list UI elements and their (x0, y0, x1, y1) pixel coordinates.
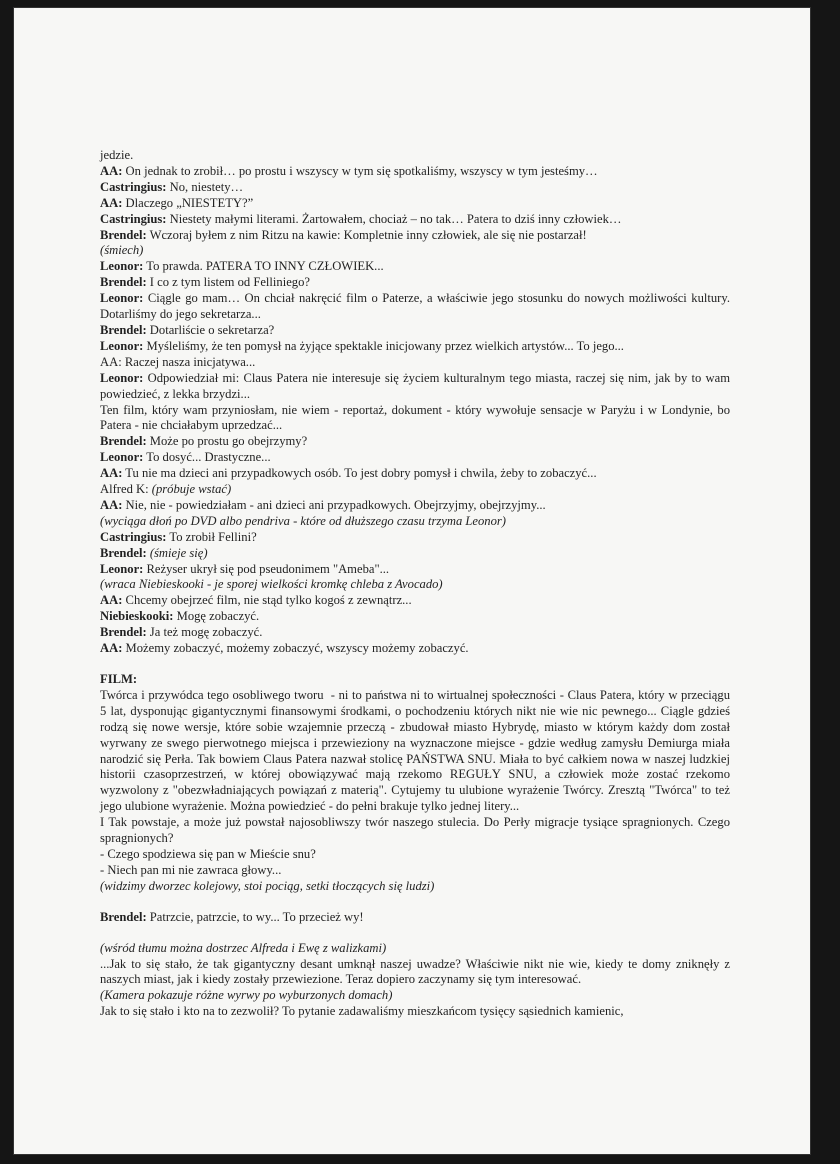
stage-direction (100, 941, 730, 957)
dialogue-line (100, 148, 730, 164)
section-heading (100, 672, 730, 688)
dialogue-line (100, 641, 730, 657)
line-text: Chcemy obejrzeć film, nie stąd tylko kogoś z zewnątrz... (122, 593, 412, 608)
line-text: Niestety małymi literami. Żartowałem, chociaż – no tak… Patera to dziś inny człowiek… (166, 211, 622, 226)
line-text: Twórca i przywódca tego osobliwego tworu - ni to państwa ni to wirtualnej społeczności - Claus Patera, który w przeciągu 5 lat, dysponując gigantycznymi finansowymi środkami, o pochodzeniu których nikt nie wie nic pewnego... Ciągle gdzieś rodzą się nowe wersje, które sobie wzajemnie przeczą - zbudował miasto Hybrydę, miasto w którym każdy dom został wyrwany ze swego pierwotnego miejsca i przewieziony na wyznaczone miejsce - gdzie według zamysłu Demiurga miała narodzić się Perła. Tak bowiem Claus Patera nazwał stolicę PAŃSTWA SNU. Miała to być całkiem nowa w naszej ludzkiej historii czasoprzestrzeń, w której obowiązywać mają rzekomo REGUŁY SNU, a człowiek może zostać rzekomo wyzwolony z "obezwładniających powiązań z materią". Cytujemy tu ulubione wyrażenie Twórcy. Zresztą "Twórca" to też jego ulubione wyrażenie. Można powiedzieć - do pełni brakuje tylko jednej litery... (100, 687, 734, 814)
stage-direction (100, 514, 730, 530)
stage-direction-text: (Kamera pokazuje różne wyrwy po wyburzonych domach) (100, 988, 393, 1003)
speaker-name: Brendel: (100, 322, 147, 337)
page-text (100, 148, 734, 1020)
dialogue-line (100, 180, 730, 196)
dialogue-line (100, 434, 730, 450)
line-text: Dotarliście o sekretarza? (146, 322, 275, 337)
stage-direction-text: (widzimy dworzec kolejowy, stoi pociąg, setki tłoczących się ludzi) (100, 878, 435, 893)
stage-direction-text: (wśród tłumu można dostrzec Alfreda i Ewę z walizkami) (100, 940, 387, 955)
dialogue-line (100, 482, 730, 498)
dialogue-line (100, 847, 730, 863)
speaker-name: Leonor: (100, 259, 144, 274)
dialogue-line (100, 956, 734, 989)
line-text: - Czego spodziewa się pan w Mieście snu? (100, 846, 316, 861)
speaker-name: Leonor: (100, 561, 144, 576)
dialogue-line (100, 291, 734, 323)
line-text: To zrobił Fellini? (166, 529, 257, 544)
dialogue-line (100, 339, 730, 355)
line-text: Ten film, który wam przyniosłam, nie wiem - reportaż, dokument - który wywołuje sensacje w Paryżu i w Londynie, bo Patera - nie chciałabym uprzedzać... (100, 402, 734, 433)
stage-direction (100, 988, 730, 1004)
line-text: Odpowiedział mi: Claus Patera nie interesuje się życiem kulturalnym tego miasta, raczej się nim, jak by to wam powiedzieć, z lekka brzydzi... (100, 370, 734, 401)
heading-text: FILM: (100, 672, 138, 686)
line-text: Jak to się stało i kto na to zezwolił? To pytanie zadawaliśmy mieszkańcom tysięcy sąsiednich kamienic, (100, 1004, 624, 1019)
dialogue-line (100, 164, 730, 180)
speaker-name: Castringius: (100, 529, 167, 544)
line-text: On jednak to zrobił… po prostu i wszyscy w tym się spotkaliśmy, wszyscy w tym jesteśmy… (122, 163, 598, 178)
stage-direction-text: (wyciąga dłoń po DVD albo pendriva - które od dłuższego czasu trzyma Leonor) (100, 513, 506, 528)
stage-direction (100, 577, 730, 593)
paragraph-gap (100, 657, 730, 672)
speaker-name: Brendel: (100, 909, 147, 924)
paragraph-gap (100, 926, 730, 941)
speaker-name: AA: (100, 195, 123, 210)
speaker-name: Brendel: (100, 275, 147, 290)
line-text: Może po prostu go obejrzymy? (146, 434, 308, 449)
speaker-name: AA: (100, 497, 123, 512)
speaker-name: Niebieskooki: (100, 609, 174, 624)
dialogue-line (100, 323, 730, 339)
dialogue-line (100, 625, 730, 641)
dialogue-line (100, 609, 730, 625)
speaker-name: AA: (100, 641, 123, 656)
line-text: I Tak powstaje, a może już powstał najosobliwszy twór naszego stulecia. Do Perły migracje tysiące spragnionych. Czego spragnionych? (100, 815, 734, 846)
line-text: To prawda. PATERA TO INNY CZŁOWIEK... (143, 259, 384, 274)
line-text: Patrzcie, patrzcie, to wy... To przecież wy! (146, 909, 364, 924)
stage-direction-text: (śmiech) (100, 243, 144, 258)
dialogue-line (100, 228, 730, 244)
dialogue-line (100, 910, 730, 926)
stage-direction-text: (śmieje się) (149, 545, 208, 560)
speaker-name: Brendel: (100, 227, 147, 242)
speaker-name: AA: (100, 593, 123, 608)
speaker-name: Leonor: (100, 370, 144, 385)
line-text: Ciągle go mam… On chciał nakręcić film o Paterze, a właściwie jego stosunku do nowych możliwości kultury. Dotarliśmy do jego sekretarza... (100, 291, 734, 322)
line-text: Nie, nie - powiedziałam - ani dzieci ani przypadkowych. Obejrzyjmy, obejrzyjmy... (122, 497, 546, 512)
line-text: jedzie. (100, 148, 134, 162)
dialogue-line (100, 370, 734, 403)
dialogue-line (100, 687, 734, 815)
paragraph-gap (100, 895, 730, 910)
dialogue-line (100, 815, 734, 847)
dialogue-line (100, 1004, 730, 1020)
line-text: AA: Raczej nasza inicjatywa... (100, 354, 256, 369)
speaker-name: AA: (100, 163, 123, 178)
dialogue-line (100, 212, 730, 228)
speaker-name: AA: (100, 466, 123, 481)
line-text: I co z tym listem od Felliniego? (146, 275, 310, 290)
line-text: Ja też mogę zobaczyć. (146, 625, 263, 640)
dialogue-line (100, 530, 730, 546)
dialogue-line (100, 259, 730, 275)
stage-direction (100, 879, 730, 895)
stage-direction (100, 243, 730, 259)
line-text: Tu nie ma dzieci ani przypadkowych osób. To jest dobry pomysł i chwila, żeby to zobaczyć... (122, 466, 597, 481)
dialogue-line (100, 275, 730, 291)
stage-direction-text: (próbuje wstać) (151, 482, 232, 497)
speaker-name: Brendel: (100, 625, 147, 640)
line-text: - Niech pan mi nie zawraca głowy... (100, 862, 282, 877)
line-text: Reżyser ukrył się pod pseudonimem "Ameba"... (143, 561, 390, 576)
line-text: Mogę zobaczyć. (173, 609, 260, 624)
document-page (14, 8, 810, 1154)
dialogue-line (100, 562, 730, 578)
speaker-name: Brendel: (100, 545, 147, 560)
line-text: Dlaczego „NIESTETY?” (122, 195, 254, 210)
line-text: Możemy zobaczyć, możemy zobaczyć, wszyscy możemy zobaczyć. (122, 641, 469, 656)
stage-direction-text: (wraca Niebieskooki - je sporej wielkości kromkę chleba z Avocado) (100, 577, 443, 592)
dialogue-line (100, 450, 730, 466)
dialogue-line (100, 355, 730, 371)
line-text: Myśleliśmy, że ten pomysł na żyjące spektakle inicjowany przez wielkich artystów... To jego... (143, 338, 624, 353)
dialogue-line (100, 498, 730, 514)
dialogue-line (100, 863, 730, 879)
line-text: To dosyć... Drastyczne... (143, 450, 271, 465)
speaker-name: Leonor: (100, 450, 144, 465)
speaker-name: Leonor: (100, 338, 144, 353)
line-text: Alfred K: (100, 482, 152, 497)
line-text: Wczoraj byłem z nim Ritzu na kawie: Kompletnie inny człowiek, ale się nie postarzał! (146, 227, 587, 242)
dialogue-line (100, 546, 730, 562)
dialogue-line (100, 196, 730, 212)
dialogue-line (100, 593, 730, 609)
dialogue-line (100, 402, 734, 435)
line-text: No, niestety… (166, 179, 244, 194)
speaker-name: Leonor: (100, 291, 144, 306)
speaker-name: Castringius: (100, 211, 167, 226)
line-text: ...Jak to się stało, że tak gigantyczny desant umknął naszej uwadze? Właściwie nikt nie wie, kiedy te domy zniknęły z naszych miast, jak i kiedy zostały przewiezione. Teraz dopiero zaczynamy się tym interesować. (100, 956, 734, 987)
speaker-name: Castringius: (100, 179, 167, 194)
dialogue-line (100, 466, 730, 482)
speaker-name: Brendel: (100, 434, 147, 449)
